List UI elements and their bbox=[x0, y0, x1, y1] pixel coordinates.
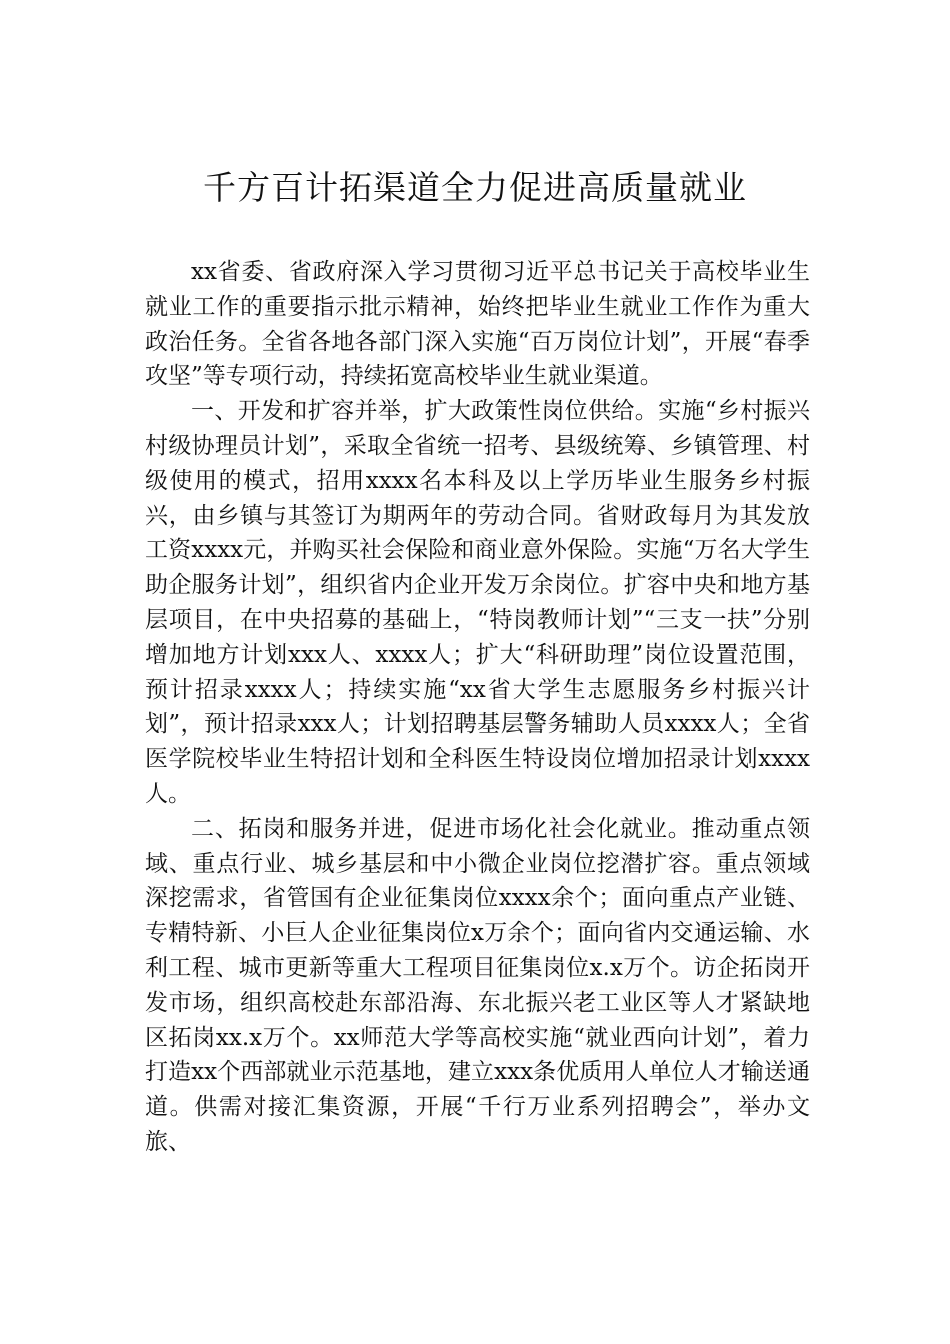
paragraph-section-one: 一、开发和扩容并举，扩大政策性岗位供给。实施“乡村振兴村级协理员计划”，采取全省统一招考、县级统筹、乡镇管理、村级使用的模式，招用xxxx名本科及以上学历毕业生服务乡村振兴，由乡镇与其签订为期两年的劳动合同。省财政每月为其发放工资xxxx元，并购买社会保险和商业意外保险。实施“万名大学生助企服务计划”，组织省内企业开发万余岗位。扩容中央和地方基层项目，在中央招募的基础上，“特岗教师计划”“三支一扶”分别增加地方计划xxx人、xxxx人；扩大“科研助理”岗位设置范围，预计招录xxxx人；持续实施“xx省大学生志愿服务乡村振兴计划”，预计招录xxx人；计划招聘基层警务辅助人员xxxx人；全省医学院校毕业生特招计划和全科医生特设岗位增加招录计划xxxx人。 bbox=[145, 398, 810, 807]
document-title: 千方百计拓渠道全力促进高质量就业 bbox=[203, 168, 747, 207]
paragraph-intro: xx省委、省政府深入学习贯彻习近平总书记关于高校毕业生就业工作的重要指示批示精神，始终把毕业生就业工作作为重大政治任务。全省各地各部门深入实施“百万岗位计划”，开展“春季攻坚”等专项行动，持续拓宽高校毕业生就业渠道。 bbox=[145, 259, 810, 390]
document-body bbox=[145, 255, 810, 1160]
paragraph-section-two: 二、拓岗和服务并进，促进市场化社会化就业。推动重点领域、重点行业、城乡基层和中小微企业岗位挖潜扩容。重点领域深挖需求，省管国有企业征集岗位xxxx余个；面向重点产业链、专精特新、小巨人企业征集岗位x万余个；面向省内交通运输、水利工程、城市更新等重大工程项目征集岗位x.x万个。访企拓岗开发市场，组织高校赴东部沿海、东北振兴老工业区等人才紧缺地区拓岗xx.x万个。xx师范大学等高校实施“就业西向计划”，着力打造xx个西部就业示范基地，建立xxx条优质用人单位人才输送通道。供需对接汇集资源，开展“千行万业系列招聘会”，举办文旅、 bbox=[145, 815, 810, 1155]
